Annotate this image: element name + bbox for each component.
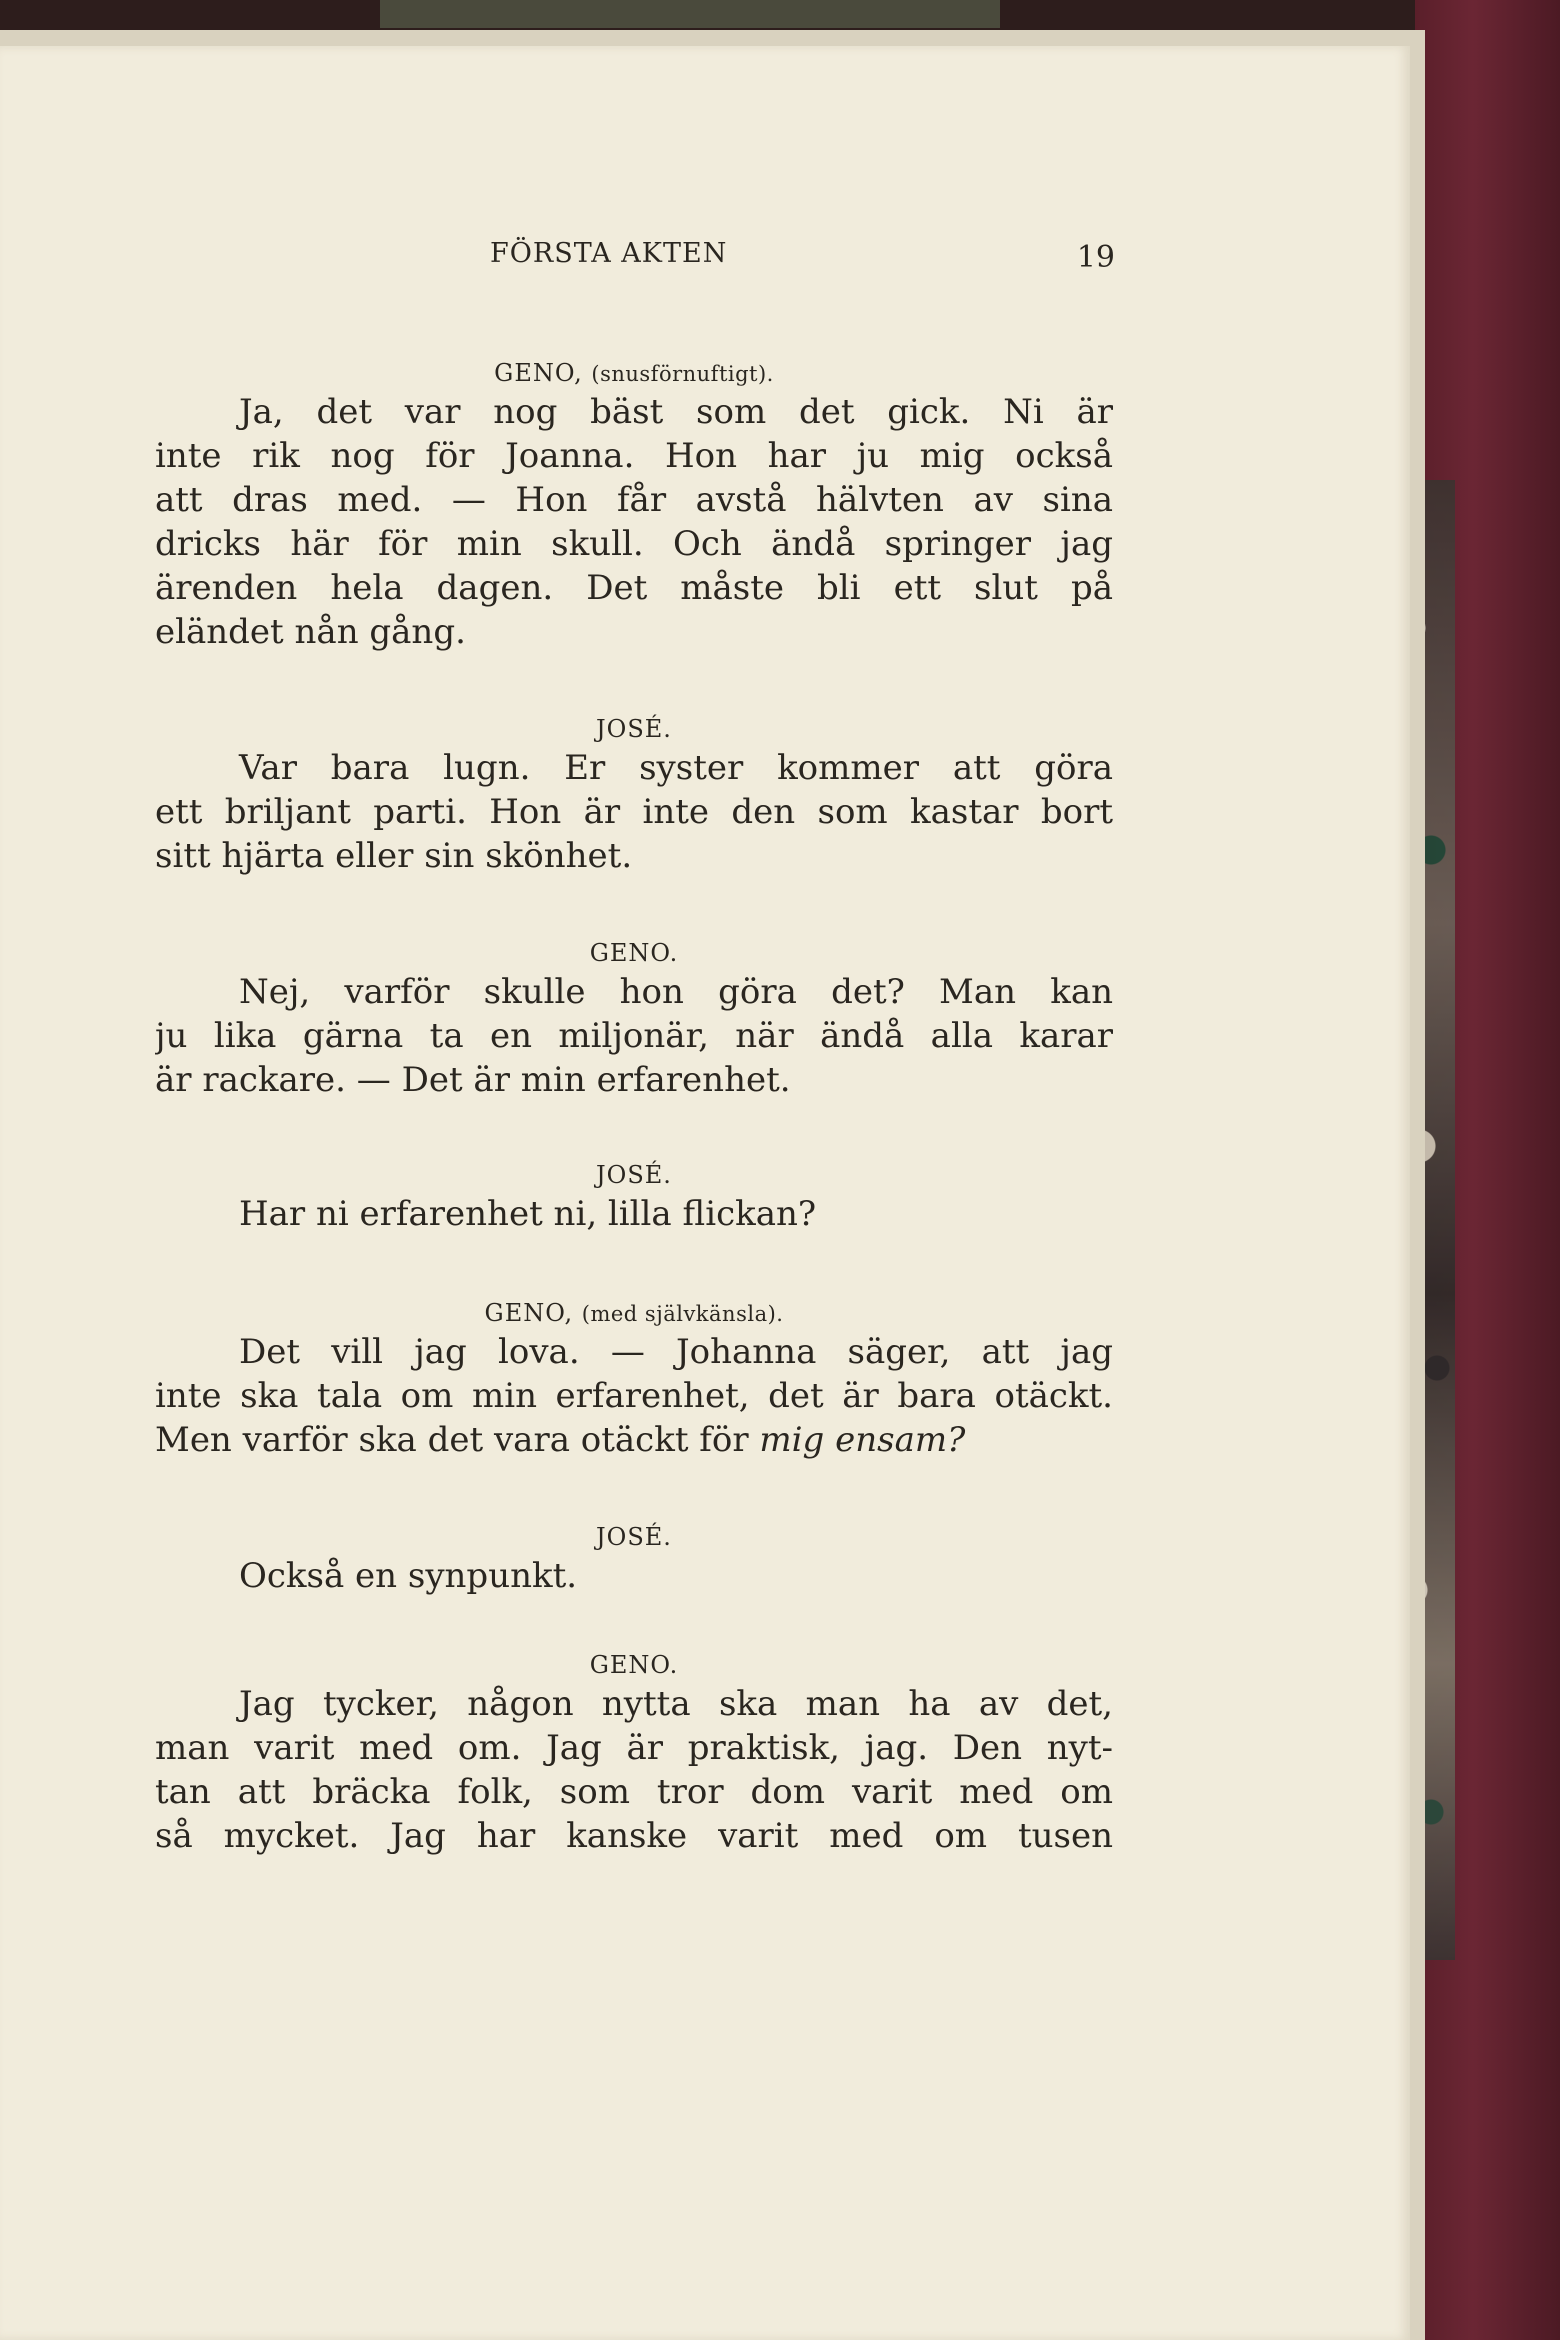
text-line: ärenden hela dagen. Det måste bli ett slut på <box>155 568 1113 608</box>
emphasized-text: mig ensam? <box>759 1420 966 1460</box>
text-line: tan att bräcka folk, som tror dom varit med om <box>155 1772 1113 1812</box>
text-line: så mycket. Jag har kanske varit med om tusen <box>155 1816 1113 1856</box>
text-line: Var bara lugn. Er syster kommer att göra <box>239 748 1113 788</box>
speech-text <box>155 1682 1113 1858</box>
speech-block <box>155 1296 1113 1462</box>
speaker-name: JOSÉ. <box>596 715 672 743</box>
cover-edge <box>380 0 1000 28</box>
speaker-heading <box>155 1520 1113 1554</box>
speech-block <box>155 356 1113 654</box>
speech-block <box>155 1648 1113 1858</box>
speaker-name: GENO. <box>589 1651 679 1679</box>
text-line: Nej, varför skulle hon göra det? Man kan <box>239 972 1113 1012</box>
speaker-heading <box>155 1648 1113 1682</box>
text-line: är rackare. — Det är min erfarenhet. <box>155 1060 791 1100</box>
speaker-heading <box>155 1158 1113 1192</box>
text-line: Det vill jag lova. — Johanna säger, att jag <box>239 1332 1113 1372</box>
speech-block <box>155 1520 1113 1598</box>
speech-block <box>155 712 1113 878</box>
text-line: Också en synpunkt. <box>239 1556 578 1596</box>
text-line: inte rik nog för Joanna. Hon har ju mig också <box>155 436 1113 476</box>
text-line: inte ska tala om min erfarenhet, det är bara otäckt. <box>155 1376 1113 1416</box>
speech-text <box>155 390 1113 654</box>
speaker-heading <box>155 936 1113 970</box>
stage-direction: (med självkänsla). <box>581 1302 784 1326</box>
speech-block <box>155 1158 1113 1236</box>
stage-direction: (snusförnuftigt). <box>591 362 774 386</box>
speaker-name: JOSÉ. <box>596 1161 672 1189</box>
page-number: 19 <box>1076 240 1115 275</box>
speaker-name: JOSÉ. <box>596 1523 672 1551</box>
text-line: att dras med. — Hon får avstå hälvten av sina <box>155 480 1113 520</box>
running-head <box>155 238 1115 278</box>
text-line: man varit med om. Jag är praktisk, jag. Den nyt- <box>155 1728 1113 1768</box>
speaker-name: GENO, <box>484 1299 574 1327</box>
speaker-heading <box>155 1296 1113 1330</box>
text-line: Jag tycker, någon nytta ska man ha av det, <box>239 1684 1113 1724</box>
running-title: FÖRSTA AKTEN <box>490 238 728 269</box>
speaker-heading <box>155 712 1113 746</box>
text-line: ju lika gärna ta en miljonär, när ändå alla karar <box>155 1016 1113 1056</box>
text-line: Ja, det var nog bäst som det gick. Ni är <box>239 392 1113 432</box>
speech-text <box>155 746 1113 878</box>
speech-text <box>155 970 1113 1102</box>
speaker-name: GENO, <box>494 359 583 387</box>
speech-text <box>155 1330 1113 1462</box>
speaker-heading <box>155 356 1113 390</box>
speech-text <box>155 1192 1113 1236</box>
speech-text <box>155 1554 1113 1598</box>
text-line: eländet nån gång. <box>155 612 466 652</box>
text-segment: Men varför ska det vara otäckt för <box>155 1420 749 1460</box>
text-line: ett briljant parti. Hon är inte den som kastar bort <box>155 792 1113 832</box>
speech-block <box>155 936 1113 1102</box>
speaker-name: GENO. <box>589 939 679 967</box>
text-line <box>155 1418 1113 1462</box>
text-line: sitt hjärta eller sin skönhet. <box>155 836 633 876</box>
text-line: Har ni erfarenhet ni, lilla flickan? <box>239 1194 817 1234</box>
text-line: dricks här för min skull. Och ändå springer jag <box>155 524 1113 564</box>
